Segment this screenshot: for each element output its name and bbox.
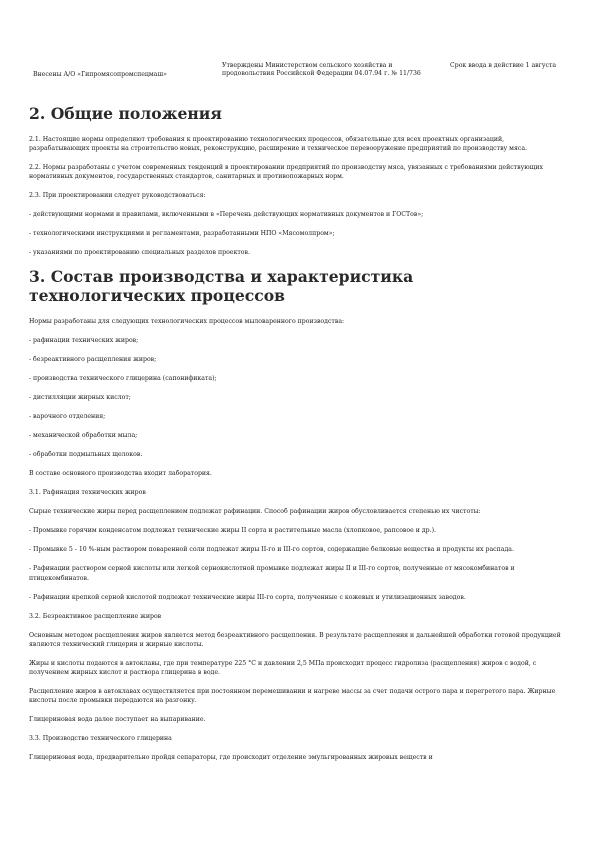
section-2-paragraph: 2.2. Нормы разработаны с учетом современных тенденций в проектировании предприятий по производству мяса, увязанных с требованиями действующих нормативных документов, государственных стандартов, санитарных и противопожарных норм. — [29, 164, 543, 181]
section-3-list-item: - механической обработки мыла; — [29, 432, 138, 440]
document-body — [29, 104, 564, 772]
section-3-paragraph: Основным методом расщепления жиров является метод безреактивного расщепления. В результате расщепления и дальнейшей обработки готовой продукцией являются технический глицерин и жирные кислоты. — [29, 631, 561, 648]
section-3-paragraph: Глицериновая вода далее поступает на выпаривание. — [29, 716, 206, 724]
section-3-heading: 3. Состав производства и характеристика технологических процессов — [29, 267, 414, 306]
section-3-paragraph: Сырые технические жиры перед расщеплением подлежат рафинации. Способ рафинации жиров обусловливается степенью их чистоты: — [29, 508, 481, 516]
section-3-list-item: - Промывке 5 - 10 %-ным раствором поваренной соли подлежат жиры II-го и III-го сортов, содержащие белковые вещества и продукты их распада. — [29, 546, 514, 554]
section-2-paragraph: 2.1. Настоящие нормы определяют требования к проектированию технологических процессов, обязательные для всех проектных организаций, разрабатывающих проекты на строительство новых, реконструкцию, расширение и техническое перевооружение предприятий по производству мяса. — [29, 136, 527, 153]
section-3-list-item: - рафинации технических жиров; — [29, 337, 139, 345]
section-3-list-item: - Промывке горячим конденсатом подлежат технические жиры II сорта и растительные масла (хлопковое, рапсовое и др.). — [29, 527, 436, 535]
section-3-list-item: - обработки подмыльных щелоков. — [29, 451, 143, 459]
subsection-3-2-heading: 3.2. Безреактивное расщепление жиров — [29, 612, 162, 620]
section-3-paragraph: Нормы разработаны для следующих технологических процессов мыловаренного производства: — [29, 318, 345, 326]
section-2-paragraph: 2.3. При проектировании следует руководствоваться: — [29, 192, 206, 200]
section-3-list-item: - варочного отделения; — [29, 413, 106, 421]
section-2-list-item: - указаниями по проектированию специальных разделов проектов. — [29, 249, 250, 257]
section-2-list-item: - действующими нормами и правилами, включенными в «Перечень действующих нормативных документов и ГОСТов»; — [29, 211, 424, 219]
header-introduced-by: Внесены А/О «Гипромясопромспецмаш» — [33, 71, 167, 78]
subsection-3-3-heading: 3.3. Производство технического глицерина — [29, 735, 172, 743]
header-effective-date: Срок ввода в действие 1 августа — [450, 62, 557, 69]
section-2-list-item: - технологическими инструкциями и регламентами, разработанными НПО «Мясомолпром»; — [29, 230, 335, 238]
section-3-list-item: - Рафинации раствором серной кислоты или легкой сернокислотной промывке подлежат жиры II и III-го сортов, полученные от мясокомбинатов и птицекомбинатов. — [29, 565, 515, 582]
section-3-paragraph: Расщепление жиров в автоклавах осуществляется при постоянном перемешивании и нагреве массы за счет подачи острого пара и перегретого пара. Жирные кислоты после промывки передаются на разгонку. — [29, 688, 556, 705]
section-2-heading: 2. Общие положения — [29, 104, 222, 123]
section-3-paragraph: В составе основного производства входит лаборатория. — [29, 470, 212, 478]
subsection-3-1-heading: 3.1. Рафинация технических жиров — [29, 489, 146, 497]
section-3-list-item: - безреактивного расщепления жиров; — [29, 356, 157, 364]
section-3-list-item: - Рафинации крепкой серной кислотой подлежат технические жиры III-го сорта, полученные с кожевых и утилизационных заводов. — [29, 593, 466, 601]
section-3-paragraph: Глицериновая вода, предварительно пройдя сепараторы, где происходит отделение эмульгированных жировых веществ и — [29, 754, 433, 762]
section-3-paragraph: Жиры и кислоты подаются в автоклавы, где при температуре 225 °С и давлении 2,5 МПа происходит процесс гидролиза (расщепления) жиров с водой, с получением жирных кислот и раствора глицерина в воде. — [29, 659, 537, 677]
header-approved-by: Утверждены Министерством сельского хозяйства и продовольствия Российской Федерации 04.07.94 г. № 11/736 — [222, 62, 421, 77]
section-3-list-item: - дистилляции жирных кислот; — [29, 394, 131, 402]
section-3-list-item: - производства технического глицерина (сапонификата); — [29, 375, 217, 383]
